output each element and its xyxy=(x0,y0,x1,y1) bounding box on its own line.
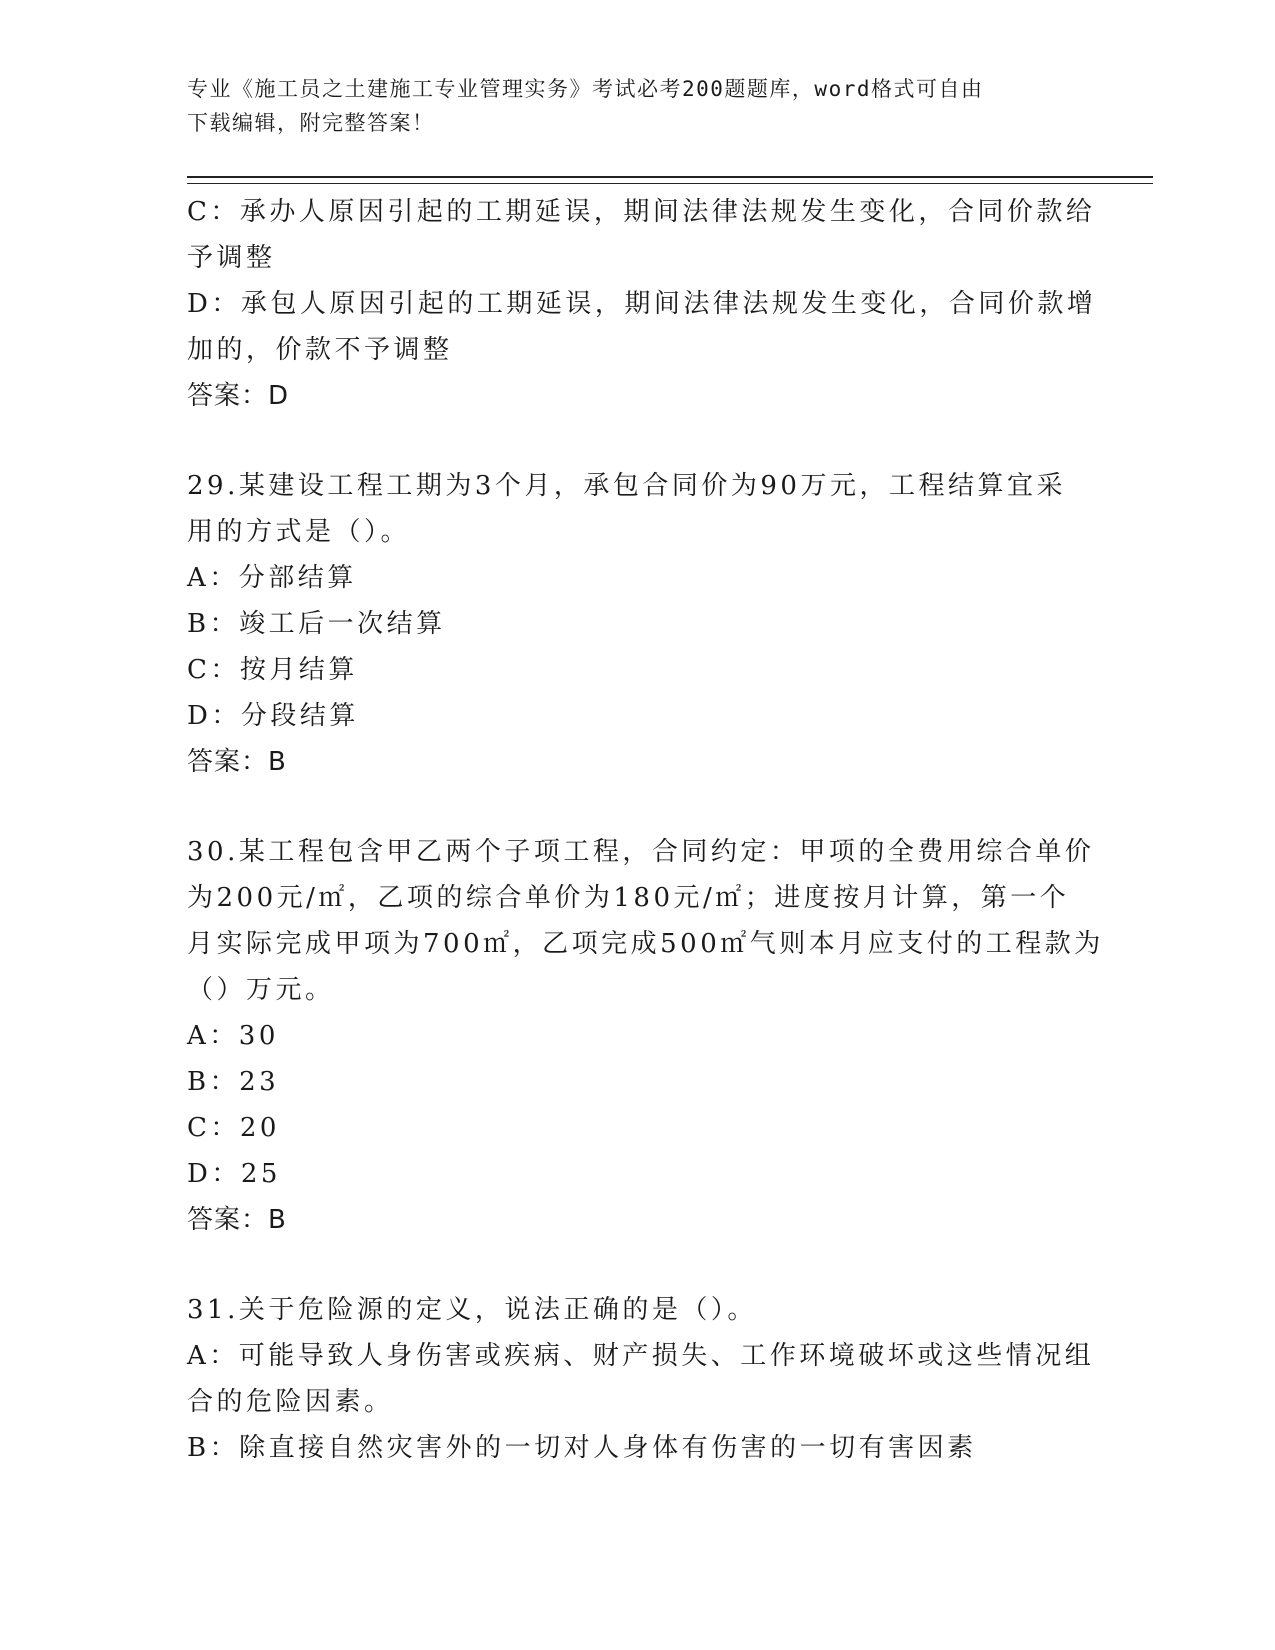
question-stem-line-2: 为200元/㎡，乙项的综合单价为180元/㎡；进度按月计算，第一个 xyxy=(187,883,1070,913)
question-stem-line-2: 用的方式是（）。 xyxy=(187,517,411,547)
option-a: A：分部结算 xyxy=(187,563,357,593)
question-stem-line-1: 30.某工程包含甲乙两个子项工程，合同约定：甲项的全费用综合单价 xyxy=(187,837,1095,867)
option-a-line-2: 合的危险因素。 xyxy=(187,1387,394,1417)
header-divider xyxy=(187,176,1153,184)
answer-line: 答案：B xyxy=(187,747,287,777)
option-d-line-2: 加的，价款不予调整 xyxy=(187,335,453,365)
option-c-line-2: 予调整 xyxy=(187,243,276,273)
question-stem-line-1: 29.某建设工程工期为3个月，承包合同价为90万元，工程结算宜采 xyxy=(187,471,1066,501)
option-a: A：30 xyxy=(187,1021,279,1051)
option-d: D：分段结算 xyxy=(187,701,359,731)
header-title-line-1: 专业《施工员之土建施工专业管理实务》考试必考200题题库，word格式可自由 xyxy=(187,77,984,101)
option-d: D：25 xyxy=(187,1159,281,1189)
option-c-line-1: C：承办人原因引起的工期延误，期间法律法规发生变化，合同价款给 xyxy=(187,197,1096,227)
question-31 xyxy=(187,1287,1095,1471)
question-stem-line-1: 31.关于危险源的定义，说法正确的是（）。 xyxy=(187,1295,757,1325)
question-30 xyxy=(187,829,1104,1243)
question-stem-line-3: 月实际完成甲项为700㎡，乙项完成500㎡气则本月应支付的工程款为 xyxy=(187,929,1104,959)
header-title-line-2: 下载编辑，附完整答案！ xyxy=(187,111,435,135)
option-d-line-1: D：承包人原因引起的工期延误，期间法律法规发生变化，合同价款增 xyxy=(187,289,1097,319)
answer-line: 答案：B xyxy=(187,1205,287,1235)
option-a-line-1: A：可能导致人身伤害或疾病、财产损失、工作环境破坏或这些情况组 xyxy=(187,1341,1095,1371)
option-b: B：除直接自然灾害外的一切对人身体有伤害的一切有害因素 xyxy=(187,1433,977,1463)
spacer xyxy=(187,419,1077,463)
option-c: C：按月结算 xyxy=(187,655,358,685)
question-content xyxy=(187,189,1104,1471)
option-c: C：20 xyxy=(187,1113,280,1143)
option-b: B：23 xyxy=(187,1067,280,1097)
question-29 xyxy=(187,463,1077,785)
spacer xyxy=(187,1243,1077,1287)
spacer xyxy=(187,785,1077,829)
option-b: B：竣工后一次结算 xyxy=(187,609,446,639)
answer-line: 答案：D xyxy=(187,381,290,411)
question-28-fragment xyxy=(187,189,1097,419)
document-header xyxy=(187,72,1067,140)
question-stem-line-4: （）万元。 xyxy=(187,975,335,1005)
